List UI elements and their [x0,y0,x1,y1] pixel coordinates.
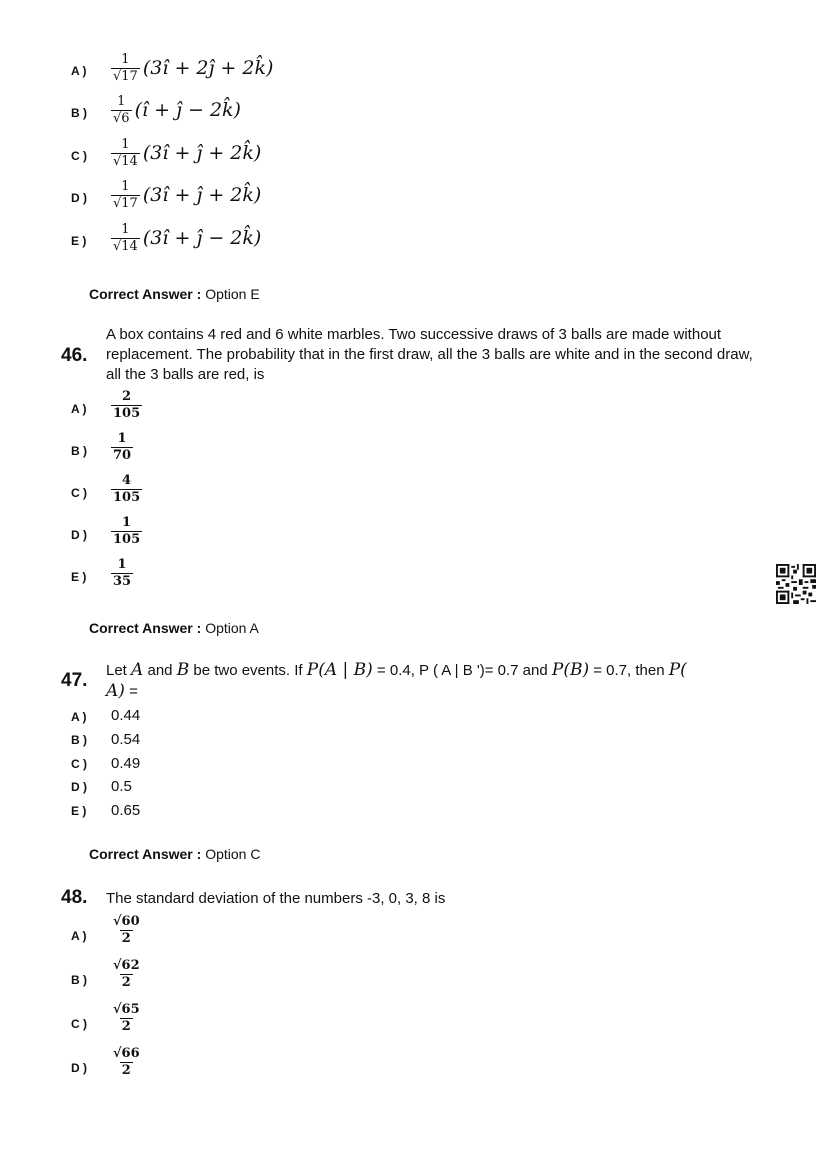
option-label: E ) [71,570,87,584]
option-A[interactable]: $\frac{√60}{2}$ [113,914,140,946]
correct-answer: Correct Answer : Option A [89,620,259,636]
option-label: C ) [71,1017,87,1031]
option-label: A ) [71,402,87,416]
question-text: A box contains 4 red and 6 white marbles. Two successive draws of 3 balls are made without replacement. The probability that in the first draw, all the 3 balls are white and in the second draw, all the 3 balls are red, is [106,326,753,383]
option-B[interactable]: 0.54 [111,731,141,748]
correct-answer: Correct Answer : Option E [89,286,260,302]
option-label: D ) [71,780,87,794]
option-D[interactable]: $\frac{1}{105}$ [113,515,141,547]
option-label: B ) [71,973,87,987]
option-label: B ) [71,444,87,458]
option-label: D ) [71,1061,87,1075]
qr-code-icon [776,564,816,604]
option-label: A ) [71,64,87,78]
option-D[interactable]: $\frac{1}{√17}$ (3î + ĵ + 2k̂) [113,179,262,211]
question-number: 47. [61,670,88,691]
option-label: E ) [71,234,87,248]
option-label: C ) [71,486,87,500]
option-label: A ) [71,710,87,724]
option-D[interactable]: $\frac{√66}{2}$ [113,1046,140,1078]
option-B[interactable]: $\frac{1}{70}$ [113,431,132,463]
correct-answer: Correct Answer : Option C [89,846,261,862]
option-C[interactable]: $\frac{4}{105}$ [113,473,141,505]
question-number: 48. [61,887,88,908]
option-A[interactable]: $\frac{1}{√17}$ (3î + 2ĵ + 2k̂) [113,52,274,84]
option-label: D ) [71,191,87,205]
option-B[interactable]: $\frac{1}{√6}$ (î + ĵ − 2k̂) [113,94,241,126]
option-label: B ) [71,733,87,747]
question-text: Let A and B be two events. If P(A | B) = 0.4, P ( A | B ')= 0.7 and P(B) = 0.7, then P( A) = [106,660,687,701]
option-C[interactable]: 0.49 [111,755,141,772]
option-A[interactable]: $\frac{2}{105}$ [113,389,141,421]
option-D[interactable]: 0.5 [111,778,132,795]
option-label: C ) [71,757,87,771]
option-C[interactable]: $\frac{1}{√14}$ (3î + ĵ + 2k̂) [113,137,262,169]
option-label: A ) [71,929,87,943]
option-label: C ) [71,149,87,163]
question-text: The standard deviation of the numbers -3, 0, 3, 8 is [106,890,446,907]
option-B[interactable]: $\frac{√62}{2}$ [113,958,140,990]
option-label: B ) [71,106,87,120]
option-A[interactable]: 0.44 [111,707,141,724]
option-E[interactable]: 0.65 [111,802,141,819]
option-C[interactable]: $\frac{√65}{2}$ [113,1002,140,1034]
option-E[interactable]: $\frac{1}{√14}$ (3î + ĵ − 2k̂) [113,222,262,254]
question-number: 46. [61,345,88,366]
option-label: D ) [71,528,87,542]
option-label: E ) [71,804,87,818]
option-E[interactable]: $\frac{1}{35}$ [113,557,132,589]
